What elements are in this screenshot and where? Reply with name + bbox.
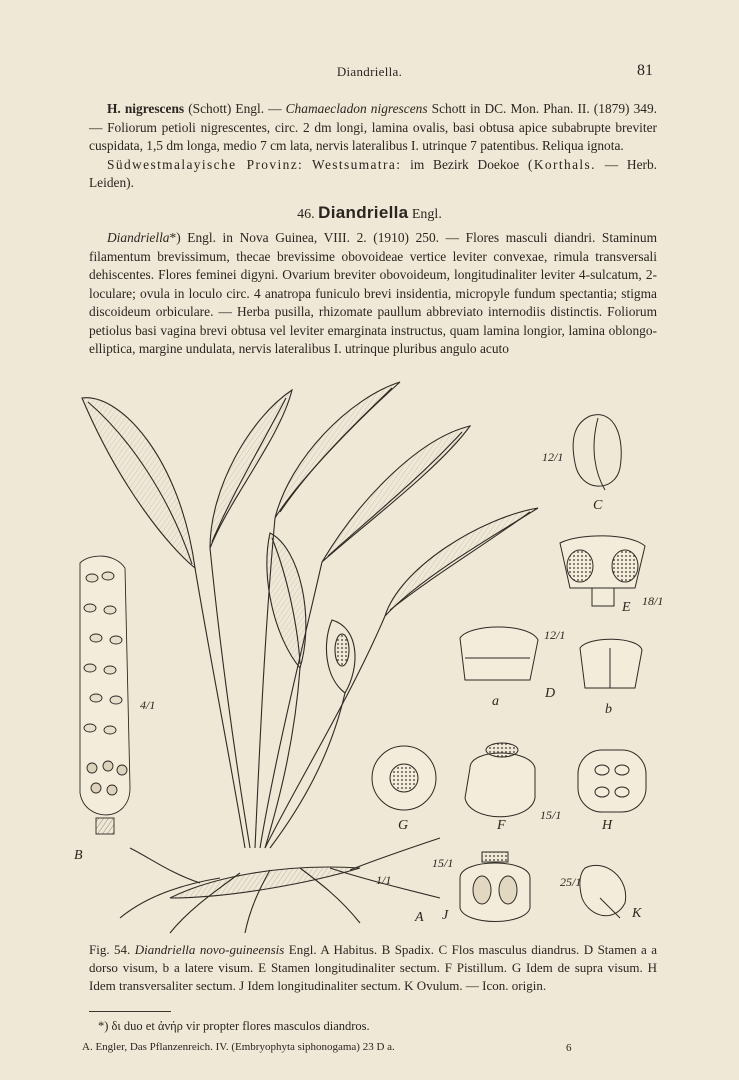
label-F: F: [497, 818, 506, 833]
label-G: G: [398, 818, 409, 833]
figure-number: Fig. 54.: [89, 942, 131, 957]
scale-A: 1/1: [376, 873, 392, 887]
botanical-illustration: [60, 378, 680, 938]
label-b: b: [605, 702, 612, 717]
footnote-rule: [89, 1011, 171, 1012]
genus-name: Diandriella: [318, 203, 409, 222]
caption-species: Diandriella novo-guineensis: [134, 942, 285, 957]
section-j-drawing: [460, 852, 530, 922]
figure-54: [60, 378, 680, 938]
species-description: — Foliorum petioli nigrescentes, circ. 2 dm longi, lamina ovalis, basi obtusa apice subabrupte breviter cuspidata, 1,5 dm longa, medio 7 cm lata, nervis lateralibus I. utrinque 7 patentibus. Reliqua ignota.: [89, 119, 657, 153]
reference-part: Schott in DC. Mon.: [431, 101, 540, 116]
running-title: Diandriella.: [336, 64, 403, 79]
pistil-f-drawing: [465, 743, 535, 817]
page-number: 81: [637, 62, 653, 79]
scale-H: 15/1: [540, 808, 562, 822]
figure-caption: [89, 941, 657, 996]
genus-number: 46.: [297, 207, 315, 222]
distribution-locality: Westsumatra:: [311, 156, 402, 172]
species-author: (Schott) Engl.: [188, 101, 265, 116]
distribution-rest: im Bezirk Doekoe: [410, 156, 520, 172]
reference-line2: Phan. II. (1879) 349.: [543, 101, 658, 116]
collector: (Korthals.: [527, 156, 596, 172]
flower-c-drawing: [573, 415, 621, 490]
label-J: J: [442, 908, 449, 923]
section-h-drawing: [578, 750, 646, 812]
caption-text: Engl. A Habitus. B Spadix. C Flos masculus diandrus. D Stamen a a dorso visum, b a latere visum. E Stamen longitudinaliter sectum. F Pistillum. G Idem de supra visum. H Idem transversaliter sectum. J Idem longitudinaliter sectum. K Ovulum. — Icon. origin.: [89, 942, 658, 994]
label-H: H: [602, 818, 613, 833]
imprint: A. Engler, Das Pflanzenreich. IV. (Embryophyta siphonogama) 23 D a.: [82, 1041, 395, 1053]
scale-J: 15/1: [432, 856, 454, 870]
scale-K: 25/1: [560, 875, 582, 889]
scale-C: 12/1: [542, 450, 564, 464]
pistil-g-drawing: [372, 746, 436, 810]
ovule-k-drawing: [580, 865, 626, 918]
spadix-drawing: [80, 556, 130, 834]
label-E: E: [622, 600, 631, 615]
genus-author: Engl.: [411, 207, 442, 222]
label-B: B: [74, 848, 83, 863]
scale-D: 12/1: [544, 628, 566, 642]
stamen-e-drawing: [560, 536, 645, 606]
genus-description-text: *) Engl. in Nova Guinea, VIII. 2. (1910) 250. — Flores masculi diandri. Staminum filamentum brevissimum, thecae brevissime obovoideae vertice leviter convexae, rimula transversali dehiscentes. Flores feminei digyni. Ovarium breviter obovoideum, longitudinaliter leviter 4-sulcatum, 2-loculare; ovula in loculo circ. 4 anatropa funiculo brevi insidentia, micropyle fundum spectantia; stigma discoideum orbiculare. — Herba pusilla, rhizomate paullum abbreviato internodiis distinctis. Foliorum petiolus basi vagina brevi obtusa vel leviter emarginata instructus, quam lamina longior, lamina oblongo-elliptica, margine undulata, nervis lateralibus I. utrinque pluribus angulo acuto: [89, 230, 657, 356]
genus-name-italic: Diandriella: [107, 230, 170, 245]
label-a: a: [492, 694, 499, 709]
herbarium: — Herb. Leiden).: [89, 156, 658, 190]
sheet-number: 6: [566, 1042, 572, 1054]
footnote: *) δι duo et ἀνήρ vir propter flores masculos diandros.: [98, 1019, 370, 1033]
scale-B: 4/1: [140, 698, 156, 712]
species-name: H. nigrescens: [107, 101, 185, 116]
label-A: A: [415, 910, 424, 925]
label-K: K: [632, 906, 642, 921]
label-C: C: [593, 498, 603, 513]
scale-E: 18/1: [642, 594, 664, 608]
species-entry-nigrescens: H. nigrescens (Schott) Engl. — Chamaecladon nigrescens Schott in DC. Mon. Phan. II. (1879) 349. — Foliorum petioli nigrescentes, circ. 2 dm longi, lamina ovalis, basi obtusa apice subabrupte breviter cuspidata, 1,5 dm longa, medio 7 cm lata, nervis lateralibus I. utrinque 7 patentibus. Reliqua ignota. Südwestmalayische Provinz: Westsumatra: im Bezirk Doekoe (Korthals. — Herb. Leiden).: [89, 101, 658, 190]
label-D: D: [545, 686, 556, 701]
synonym: Chamaecladon nigrescens: [285, 101, 428, 116]
distribution-region: Südwestmalayische Provinz:: [107, 156, 304, 172]
genus-description: [89, 229, 657, 359]
genus-heading: [0, 203, 739, 223]
